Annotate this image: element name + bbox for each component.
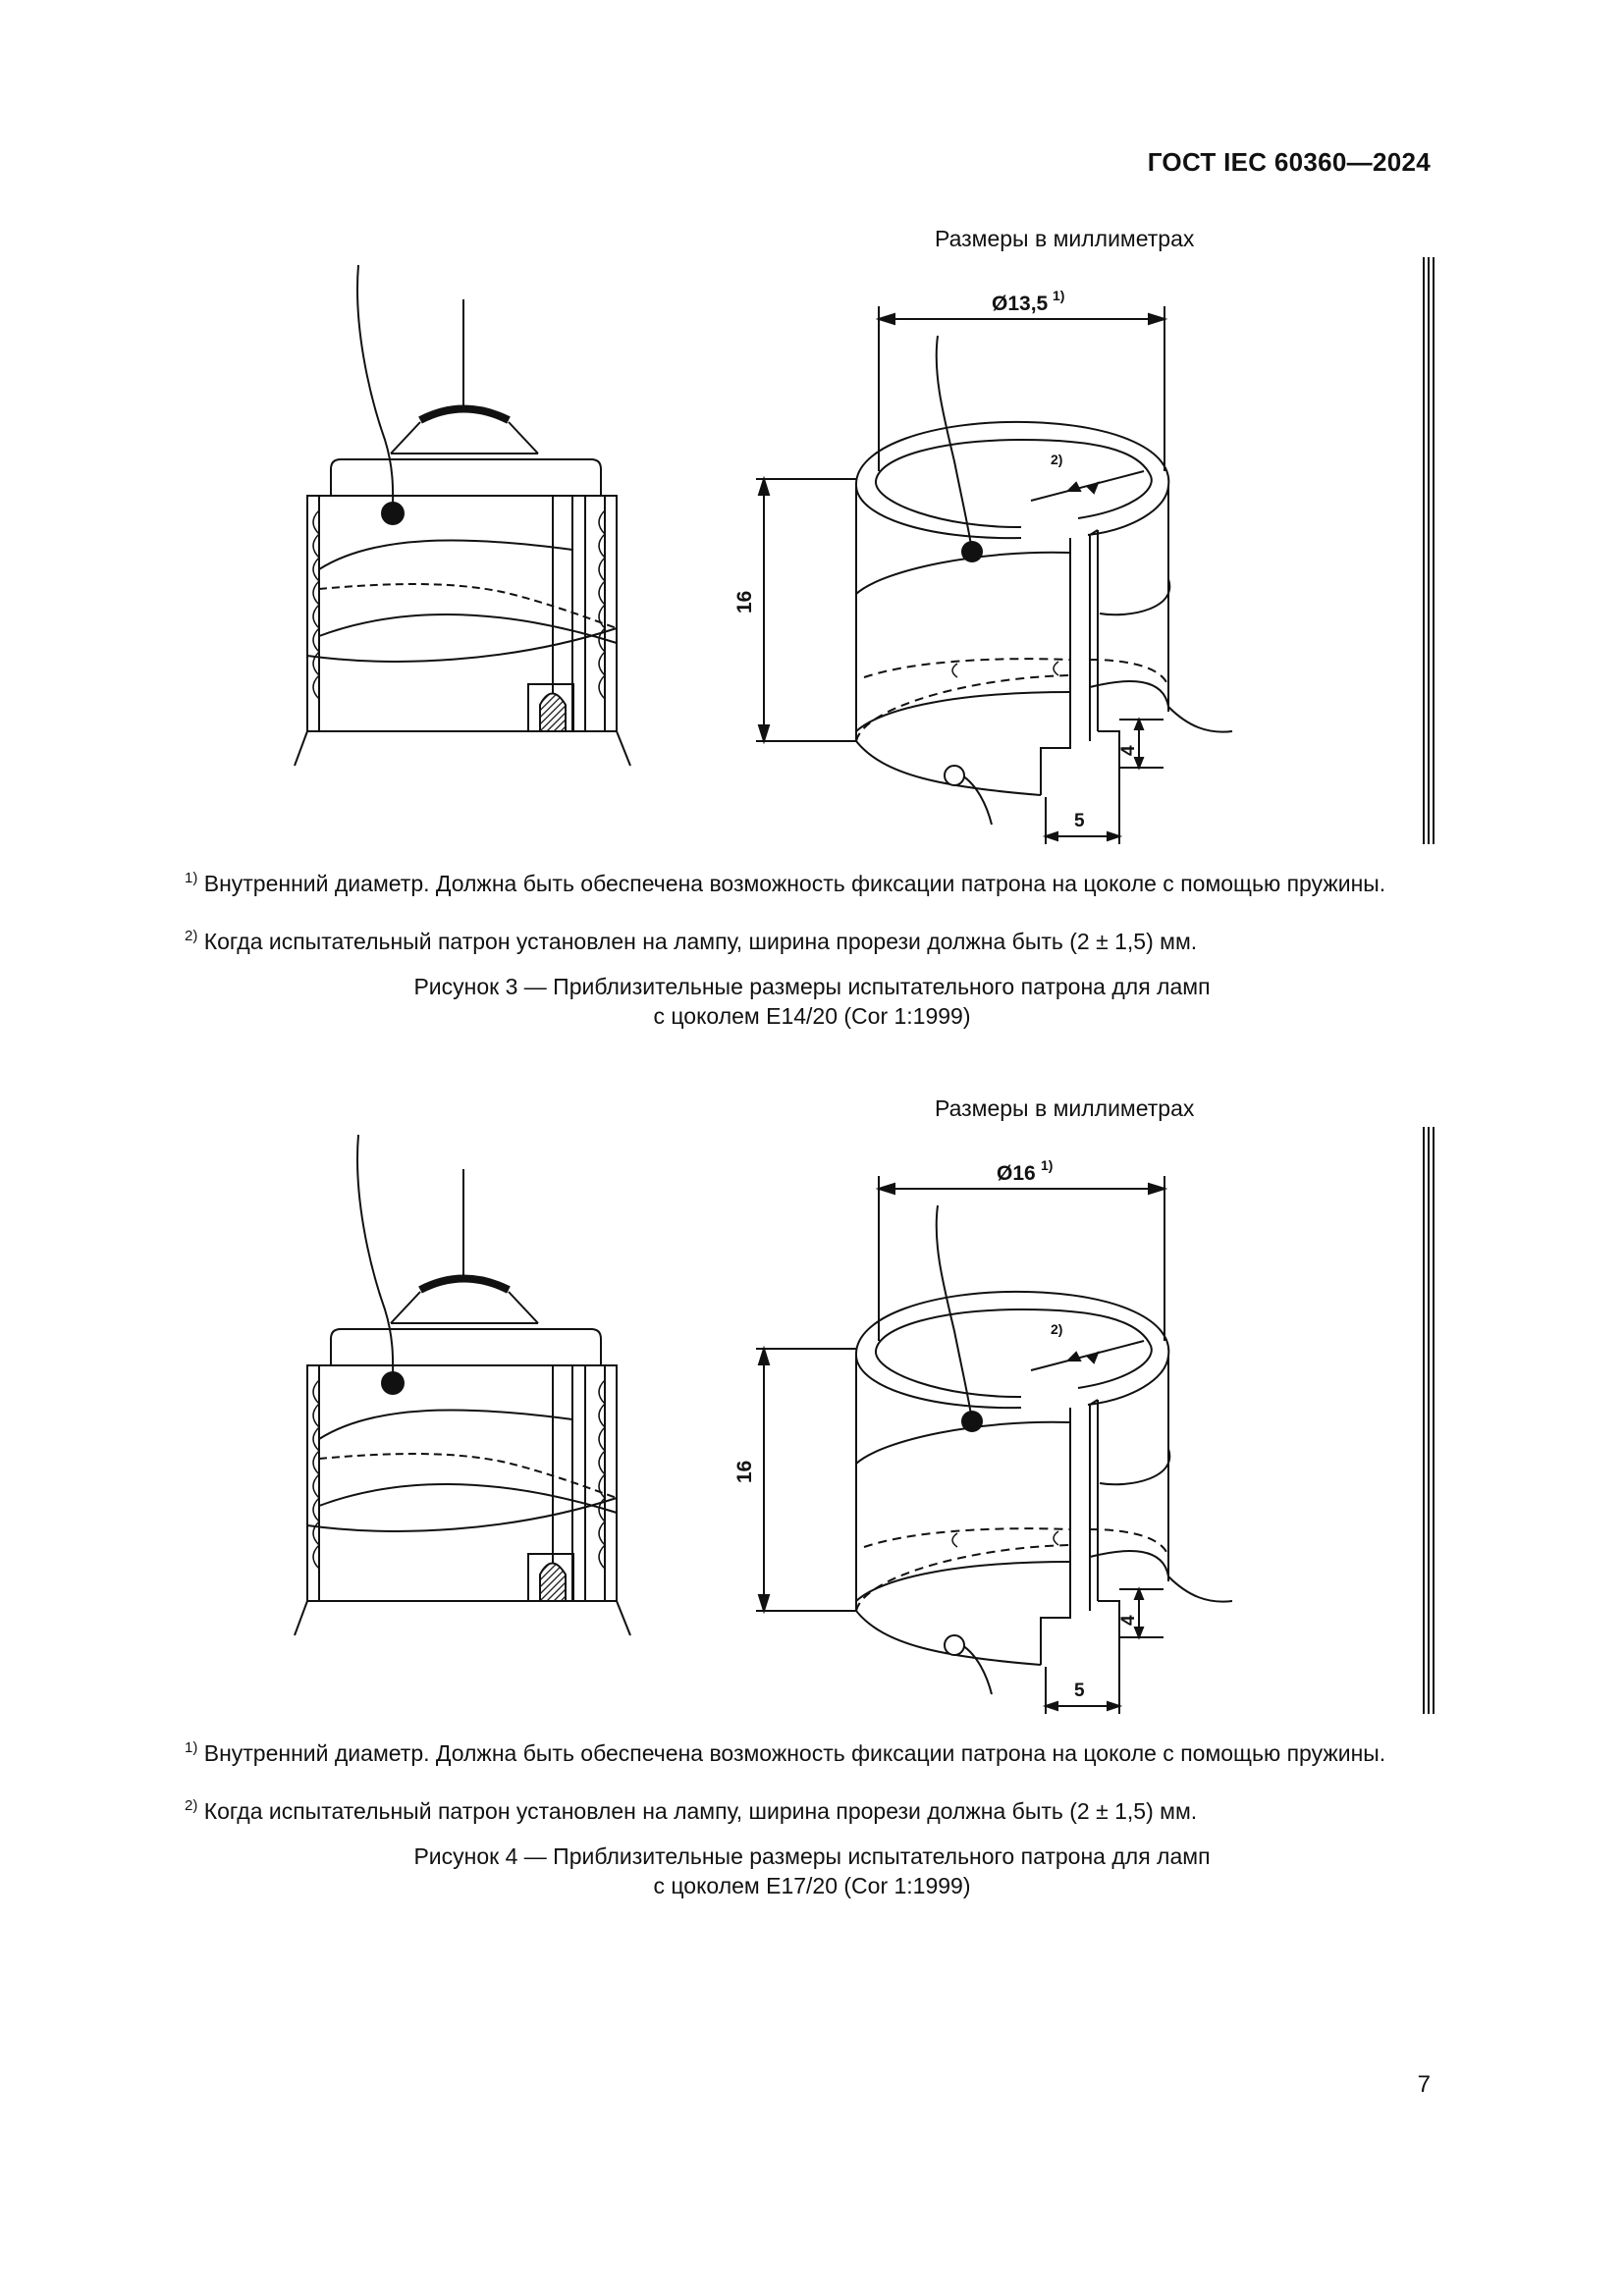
contact-point [381, 1371, 405, 1395]
dim-slot-note: 2) [1051, 452, 1063, 467]
dim-width: 5 [1074, 811, 1085, 831]
footnote-1: $^{1)}$ Внутренний диаметр. Должна быть обеспечена возможность фиксации патрона на цоколе с помощью пружины. [185, 1739, 1386, 1766]
lamp-cap-section [295, 1135, 630, 1635]
dim-step: 4 [1118, 745, 1139, 756]
spring-end [945, 766, 964, 785]
contact-point [381, 502, 405, 525]
document-header: ГОСТ IEC 60360—2024 [1147, 147, 1431, 177]
dim-height: 16 [733, 1460, 756, 1483]
contact-point [961, 1411, 983, 1432]
dim-width: 5 [1074, 1681, 1085, 1701]
figure-caption: Рисунок 4 — Приблизительные размеры испытательного патрона для ламп с цоколем E17/20 (Cor 1:1999) [413, 1843, 1211, 1898]
footnote-2: $^{2)}$ Когда испытательный патрон установлен на лампу, ширина прорези должна быть (2 ± 1,5) мм. [185, 928, 1198, 954]
figure-3-drawing [0, 0, 1624, 864]
dim-diameter: Ø13,5 [992, 293, 1049, 315]
page-number: 7 [1417, 2071, 1431, 2098]
dim-diameter-note: 1) [1053, 288, 1065, 303]
frame-border-lines [1424, 257, 1434, 844]
figure-4-drawing [0, 870, 1624, 1734]
footnote-2: $^{2)}$ Когда испытательный патрон установлен на лампу, ширина прорези должна быть (2 ± 1,5) мм. [185, 1797, 1198, 1824]
footnote-1: $^{1)}$ Внутренний диаметр. Должна быть обеспечена возможность фиксации патрона на цоколе с помощью пружины. [185, 870, 1386, 896]
dim-height: 16 [733, 590, 756, 614]
contact-point [961, 541, 983, 562]
dim-diameter-note: 1) [1041, 1157, 1054, 1173]
figure-caption: Рисунок 3 — Приблизительные размеры испытательного патрона для ламп с цоколем E14/20 (Cor 1:1999) [413, 974, 1211, 1029]
dimensions-label: Размеры в миллиметрах [935, 226, 1195, 251]
dim-slot-note: 2) [1051, 1321, 1063, 1337]
dim-step: 4 [1118, 1615, 1139, 1626]
dim-diameter: Ø16 [997, 1162, 1036, 1185]
test-lampholder [756, 306, 1232, 844]
dimensions-label: Размеры в миллиметрах [935, 1095, 1195, 1121]
test-lampholder [756, 1176, 1232, 1714]
spring-end [945, 1635, 964, 1655]
frame-border-lines [1424, 1127, 1434, 1714]
lamp-cap-section [295, 265, 630, 766]
